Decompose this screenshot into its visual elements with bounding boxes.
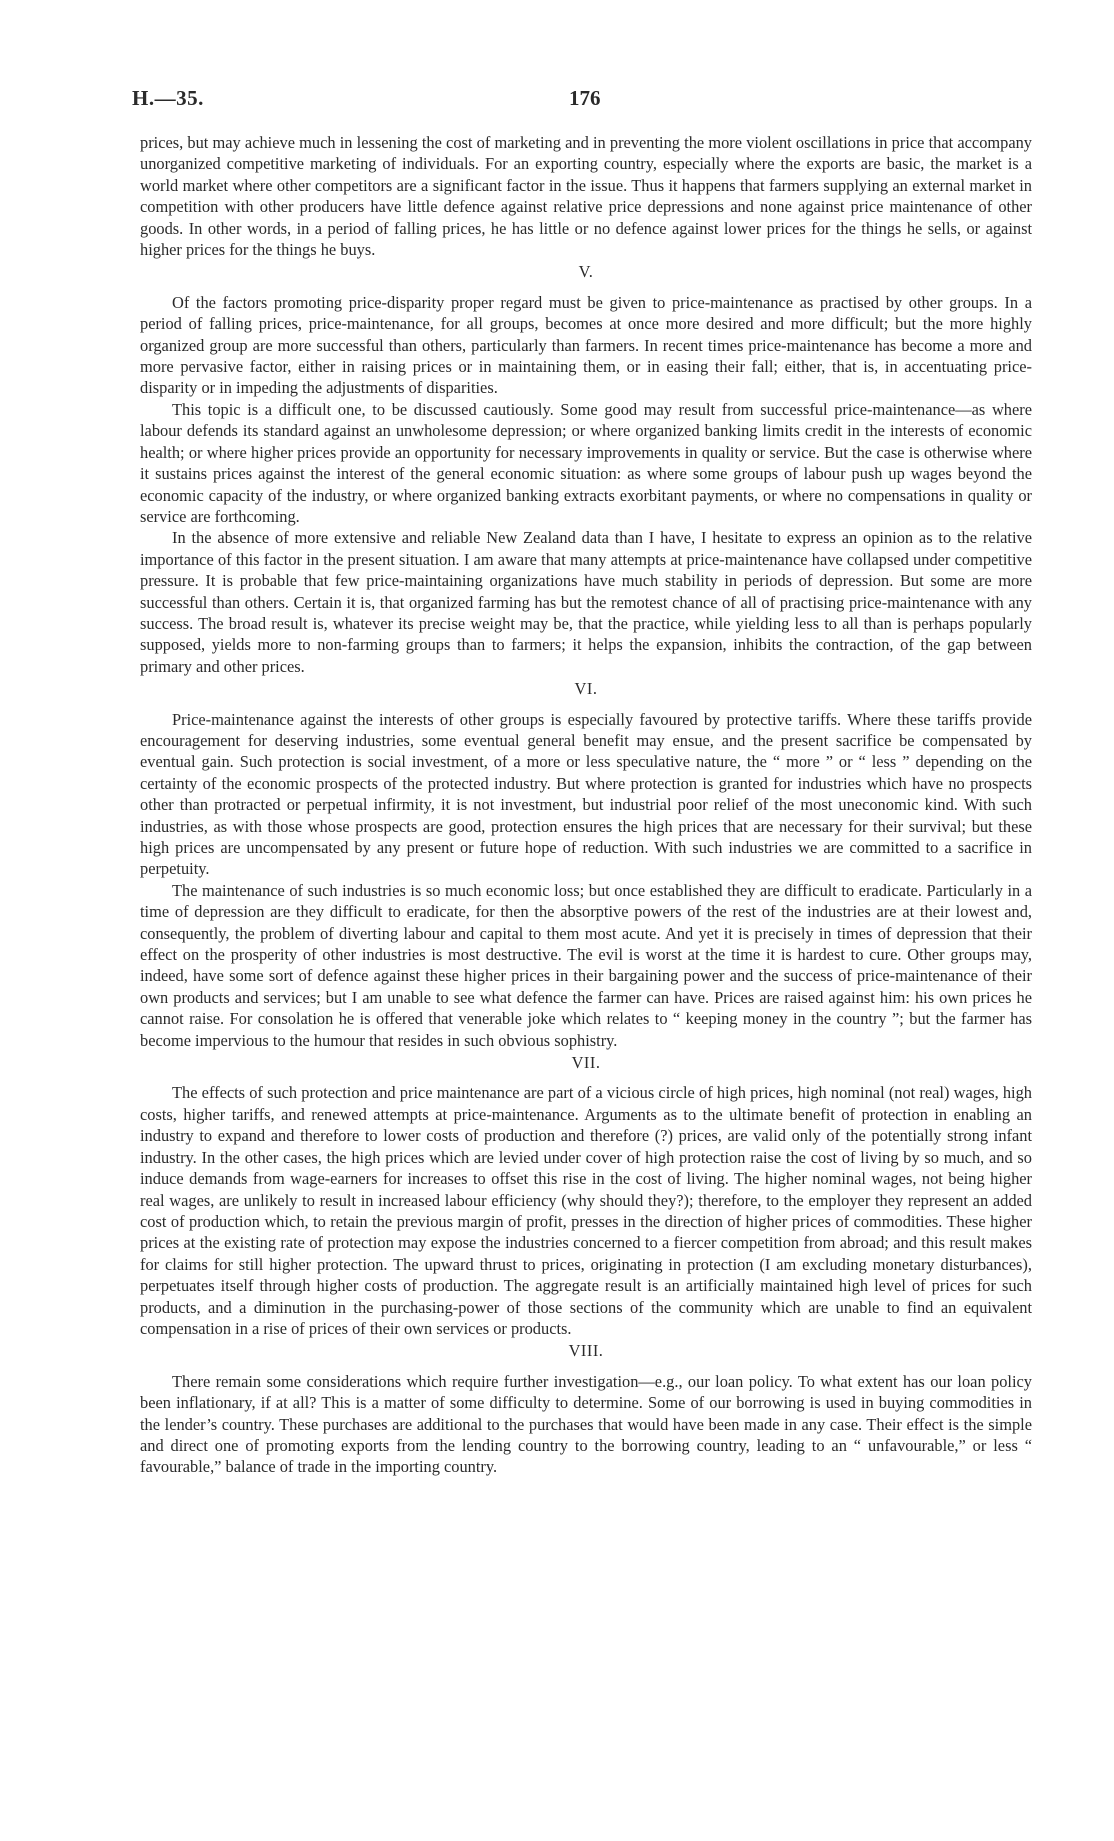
- section-heading: V.: [578, 262, 594, 282]
- paragraph: The maintenance of such industries is so much economic loss; but once established they are difficult to eradicate. Particularly in a time of depression are they difficult to eradicate, for then the absorptive powers of the rest of the industries are at their lowest and, consequently, the problem of diverting labour and capital to them most acute. And yet it is precisely in times of depression that their effect on the prosperity of other industries is most destructive. The evil is worst at the time it is hardest to cure. Other groups may, indeed, have some sort of defence against these higher prices in their bargaining power and the success of price-maintenance of their own products and services; but I am unable to see what defence the farmer can have. Prices are raised against him: his own prices he cannot raise. For consolation he is offered that venerable joke which relates to “ keeping money in the country ”; but the farmer has become impervious to the humour that resides in such obvious sophistry.: [140, 880, 1032, 1050]
- paragraph: prices, but may achieve much in lessening the cost of marketing and in preventing the more violent oscillations in price that accompany unorganized competitive marketing of individuals. For an exporting country, especially where the exports are basic, the market is a world market where other competitors are a significant factor in the issue. Thus it happens that farmers supplying an external market in competition with other producers have little defence against relative price depressions and none against price maintenance of other goods. In other words, in a period of falling prices, he has little or no defence against lower prices for the things he sells, or against higher prices for the things he buys.: [140, 133, 1032, 260]
- paragraph: Price-maintenance against the interests of other groups is especially favoured by protective tariffs. Where these tariffs provide encouragement for deserving industries, some eventual general benefit may ensue, and the present sacrifice be compensated by eventual gain. Such protection is social investment, of a more or less speculative nature, the “ more ” or “ less ” depending on the certainty of the economic prospects of the protected industry. But where protection is granted for industries which have no prospects other than protracted or perpetual infirmity, it is not investment, but industrial poor relief of the most uneconomic kind. With such industries, as with those whose prospects are good, protection ensures the high prices that are necessary for their survival; but these high prices are uncompensated by any present or future hope of reduction. With such industries we are committed to a sacrifice in perpetuity.: [140, 709, 1032, 879]
- section-heading: VII.: [571, 1053, 601, 1073]
- paragraph: This topic is a difficult one, to be discussed cautiously. Some good may result from successful price-maintenance—as where labour defends its standard against an unwholesome depression; or where organized banking limits credit in the interests of economic health; or where higher prices provide an opportunity for necessary improvements in quality or service. But the case is otherwise where it sustains prices against the interest of the general economic situation: as where some groups of labour push up wages beyond the economic capacity of the industry, or where organized banking extracts exorbitant payments, or where no compensations in quality or service are forthcoming.: [140, 399, 1032, 526]
- document-body: [140, 132, 1032, 1478]
- section-heading: VI.: [574, 679, 598, 699]
- paragraph: There remain some considerations which require further investigation—e.g., our loan policy. To what extent has our loan policy been inflationary, if at all? This is a matter of some difficulty to determine. Some of our borrowing is used in buying commodities in the lender’s country. These purchases are additional to the purchases that would have been made in any case. Their effect is the simple and direct one of promoting exports from the lending country to the borrowing country, leading to an “ unfavourable,” or less “ favourable,” balance of trade in the importing country.: [140, 1371, 1032, 1477]
- document-reference: H.—35.: [132, 86, 204, 110]
- paragraph: Of the factors promoting price-disparity proper regard must be given to price-maintenance as practised by other groups. In a period of falling prices, price-maintenance, for all groups, becomes at once more desired and more difficult; but the more highly organized group are more successful than others, particularly than farmers. In recent times price-maintenance has become a more and more pervasive factor, either in raising prices or in maintaining them, or in easing their fall; either, that is, in accentuating price-disparity or in impeding the adjustments of disparities.: [140, 292, 1032, 398]
- page-number: 176: [569, 86, 601, 110]
- page-header: [132, 86, 1034, 116]
- paragraph: The effects of such protection and price maintenance are part of a vicious circle of high prices, high nominal (not real) wages, high costs, higher tariffs, and renewed attempts at price-maintenance. Arguments as to the ultimate benefit of protection in enabling an industry to expand and therefore to lower costs of production and therefore (?) prices, are valid only of the potentially strong infant industry. In the other cases, the high prices which are levied under cover of high protection raise the cost of living by so much, and so induce demands from wage-earners for increases to offset this rise in the cost of living. The higher nominal wages, not being higher real wages, are unlikely to result in increased labour efficiency (why should they?); therefore, to the employer they represent an added cost of production which, to retain the previous margin of profit, presses in the direction of higher prices of commodities. These higher prices at the existing rate of protection may expose the industries concerned to a fiercer competition from abroad; and this result makes for claims for still higher protection. The upward thrust to prices, originating in protection (I am excluding monetary disturbances), perpetuates itself through higher costs of production. The aggregate result is an artificially maintained high level of prices for such products, and a diminution in the purchasing-power of those sections of the community which are unable to find an equivalent compensation in a rise of prices of their own services or products.: [140, 1083, 1032, 1338]
- paragraph: In the absence of more extensive and reliable New Zealand data than I have, I hesitate to express an opinion as to the relative importance of this factor in the present situation. I am aware that many attempts at price-maintenance have collapsed under competitive pressure. It is probable that few price-maintaining organizations have much stability in periods of depression. But some are more successful than others. Certain it is, that organized farming has but the remotest chance of all of practising price-maintenance with any success. The broad result is, whatever its precise weight may be, that the practice, while yielding less to all than is perhaps popularly supposed, yields more to non-farming groups than to farmers; it helps the expansion, inhibits the contraction, of the gap between primary and other prices.: [140, 528, 1032, 676]
- section-heading: VIII.: [568, 1341, 604, 1361]
